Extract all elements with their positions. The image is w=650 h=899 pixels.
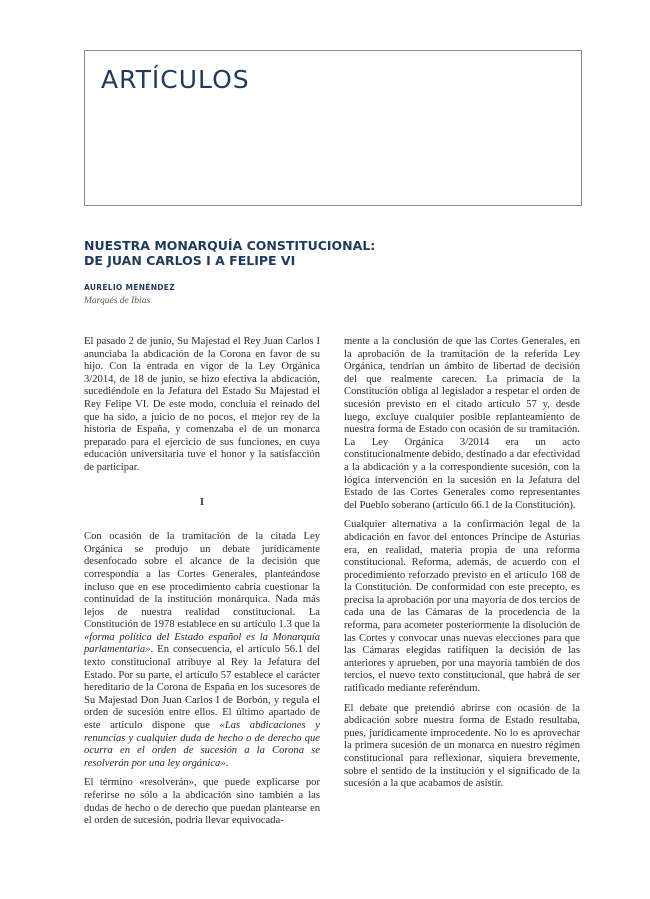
paragraph-reform: Cualquier alternativa a la confirmación legal de la abdicación en favor del entonces Príncipe de Asturias era, en realidad, materia propia de una reforma constitucional. Reforma, además, de acuerdo con el procedimiento reforzado previsto en el artículo 168 de la Constitución. De conformidad con este precepto, es precisa la aprobación por una mayoría de dos tercios de cada una de las Cámaras de la procedencia de la reforma, para acometer posteriormente la disolución de las Cortes y convocar unas nuevas elecciones para que las Cámaras elegidas ratifiquen la decisión de las anteriores y aprueben, por una mayoría también de dos tercios, el nuevo texto constitucional, que habrá de ser ratificado mediante referéndum.: [344, 519, 580, 695]
paragraph-text: . En consecuencia, el artículo 56.1 del texto constitucional atribuye al Rey la Jefatura del Estado. Por su parte, el artículo 57 establece el carácter hereditario de la Corona de España en los sucesores de Su Majestad Don Juan Carlos I de Borbón, y regula el orden de sucesión entre ellos. El último apartado de este artículo dispone que: [84, 644, 320, 732]
paragraph-constitution: [84, 531, 320, 770]
paragraph-resolveran: El término «resolverán», que puede explicarse por referirse no sólo a la abdicación sino también a las dudas de hecho o de derecho que puedan plantearse en el orden de sucesión, podría llevar equivocada-: [84, 777, 320, 827]
article-title-line-2: DE JUAN CARLOS I A FELIPE VI: [84, 253, 296, 268]
paragraph-text: .: [225, 757, 229, 769]
article-title-line-1: NUESTRA MONARQUÍA CONSTITUCIONAL:: [84, 238, 376, 253]
section-title: ARTÍCULOS: [101, 65, 250, 94]
paragraph-continuation: mente a la conclusión de que las Cortes Generales, en la aprobación de la tramitación de la referida Ley Orgánica, tendrían un ámbito de libertad de decisión del que realmente carecen. La primacía de la Constitución obliga al legislador a respetar el orden de sucesión previsto en el citado artículo 57 y, desde luego, excluye cualquier posible replanteamiento de nuestra forma de Estado con ocasión de su tramitación. La Ley Orgánica 3/2014 era un acto constitucionalmente debido, destinado a dar efectividad a la abdicación y a la correspondiente sucesión, con la lógica intervención en la sucesión en la Jefatura del Estado de las Cortes Generales como representantes del Pueblo soberano (artículo 66.1 de la Constitución).: [344, 336, 580, 511]
body-column-left: [84, 336, 320, 835]
quote-article-1-3: «forma política del Estado español es la Monarquía parlamentaria»: [84, 631, 320, 656]
quote-article-57: «Las abdicaciones y renuncias y cualquier duda de hecho o de derecho que ocurra en el orden de sucesión a la Corona se resolverán por una ley orgánica»: [84, 720, 320, 769]
article-title: [84, 238, 504, 268]
author-title: Marqués de Ibias: [84, 296, 151, 306]
paragraph-intro: El pasado 2 de junio, Su Majestad el Rey Juan Carlos I anunciaba la abdicación de la Corona en favor de su hijo. Con la entrada en vigor de la Ley Orgánica 3/2014, de 18 de junio, se hizo efectiva la abdicación, sucediéndole en la Jefatura del Estado Su Majestad el Rey Felipe VI. De este modo, concluía el reinado del que ha sido, a juicio de no pocos, el mejor rey de la historia de España, y comenzaba el de un monarca preparado para el ejercicio de sus funciones, en cuya educación universitaria tuve el honor y la satisfacción de participar.: [84, 336, 320, 473]
body-column-right: [344, 336, 580, 798]
section-header-box: [84, 50, 582, 206]
section-numeral: I: [200, 496, 204, 508]
paragraph-text: Con ocasión de la tramitación de la citada Ley Orgánica se produjo un debate jurídicamente desenfocado sobre el alcance de la decisión que correspondía a las Cortes Generales, planteándose incluso que en ese procedimiento cabría cuestionar la continuidad de la institución monárquica. Nada más lejos de nuestra realidad constitucional. La Constitución de 1978 establece en su artículo 1.3 que la: [84, 531, 320, 631]
paragraph-debate: El debate que pretendió abrirse con ocasión de la abdicación sobre nuestra forma de Estado resultaba, pues, jurídicamente improcedente. No lo es aprovechar la primera sucesión de un monarca en nuestro régimen constitucional para reflexionar, siquiera brevemente, sobre el sentido de la institución y el significado de la sucesión a la que acabamos de asistir.: [344, 702, 580, 790]
author-name: AURELIO MENÉNDEZ: [84, 283, 175, 292]
